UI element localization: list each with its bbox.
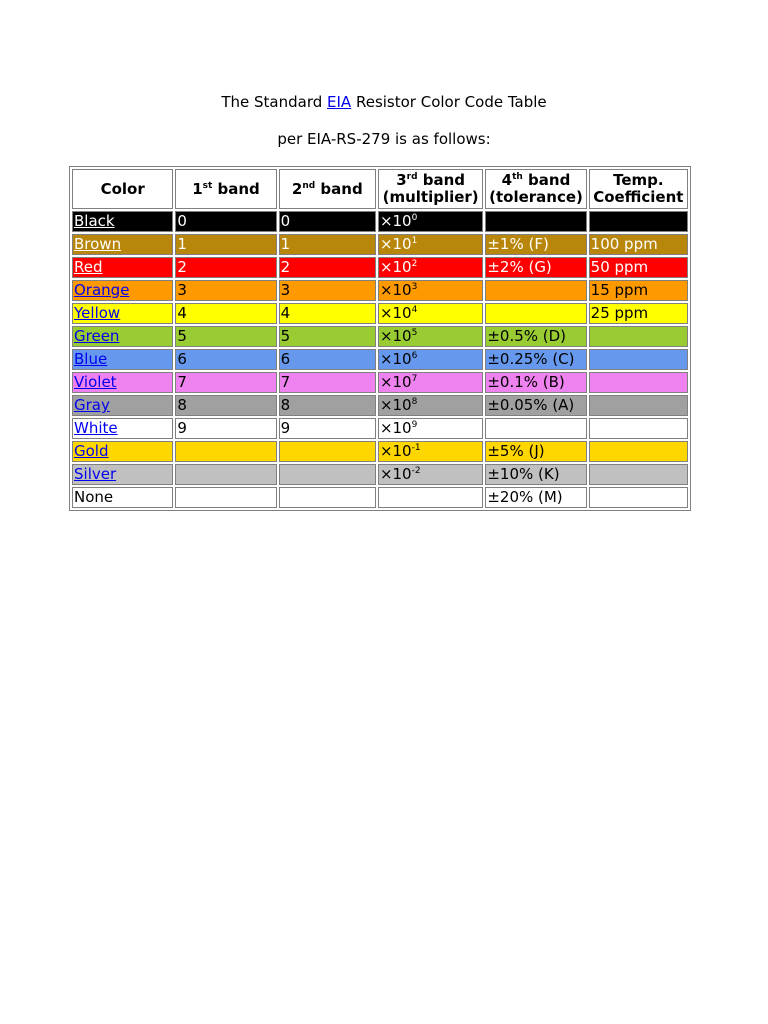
color-name-cell	[72, 234, 173, 255]
multiplier-cell	[378, 487, 483, 508]
tolerance-cell	[485, 211, 586, 232]
tolerance-value: ±0.5% (D)	[487, 327, 567, 345]
multiplier-exponent: 2	[411, 259, 418, 269]
band1-value: 9	[177, 419, 187, 437]
tolerance-cell	[485, 487, 586, 508]
band2-value: 4	[280, 304, 291, 322]
multiplier-cell	[378, 464, 483, 485]
band2-value: 0	[280, 212, 291, 230]
tempco-value: 50 ppm	[590, 258, 649, 276]
multiplier-base: ×10	[379, 396, 412, 414]
header-main-text: Temp.	[613, 171, 664, 189]
band2-value: 6	[280, 350, 291, 368]
tempco-cell	[589, 349, 688, 370]
color-link-black[interactable]: Black	[74, 212, 115, 230]
band2-value: 2	[280, 258, 291, 276]
tempco-cell	[589, 372, 688, 393]
header-ordinal-suffix: nd	[302, 180, 316, 191]
header-band2	[279, 169, 376, 209]
band2-cell	[279, 487, 376, 508]
multiplier-exponent: 5	[411, 328, 418, 338]
header-band3	[378, 169, 483, 209]
multiplier-exponent: 7	[411, 374, 418, 384]
title-text-before: The Standard	[221, 93, 328, 111]
color-name-cell	[72, 464, 173, 485]
table-header-row	[72, 169, 688, 209]
color-name-cell	[72, 372, 173, 393]
tolerance-cell	[485, 326, 586, 347]
multiplier-exponent: 0	[411, 213, 418, 223]
table-row	[72, 211, 688, 232]
tempco-cell	[589, 441, 688, 462]
tempco-value: 100 ppm	[590, 235, 658, 253]
band2-value: 9	[280, 419, 291, 437]
band2-cell	[279, 464, 376, 485]
multiplier-base: ×10	[379, 304, 412, 322]
band2-cell	[279, 257, 376, 278]
table-row	[72, 326, 688, 347]
band2-cell	[279, 303, 376, 324]
color-link-orange[interactable]: Orange	[74, 281, 130, 299]
color-name-cell	[72, 441, 173, 462]
multiplier-base: ×10	[379, 212, 412, 230]
tempco-cell	[589, 257, 688, 278]
multiplier-cell	[378, 280, 483, 301]
tolerance-value: ±20% (M)	[487, 488, 563, 506]
table-row	[72, 395, 688, 416]
multiplier-cell	[378, 234, 483, 255]
band1-cell	[175, 211, 276, 232]
color-link-red[interactable]: Red	[74, 258, 103, 276]
table-row	[72, 303, 688, 324]
tolerance-cell	[485, 257, 586, 278]
band2-cell	[279, 349, 376, 370]
header-main-text: 3	[396, 171, 407, 189]
title-text-after: Resistor Color Code Table	[351, 93, 547, 111]
header-rest-text: band	[212, 179, 260, 198]
color-name-cell	[72, 418, 173, 439]
color-name-cell	[72, 303, 173, 324]
tempco-cell	[589, 464, 688, 485]
band2-cell	[279, 211, 376, 232]
band1-value: 5	[177, 327, 187, 345]
color-name-cell	[72, 280, 173, 301]
multiplier-exponent: 6	[411, 351, 418, 361]
band2-value: 7	[280, 373, 291, 391]
page-title	[0, 92, 768, 112]
band2-value: 8	[280, 396, 291, 414]
color-link-green[interactable]: Green	[74, 327, 120, 345]
tolerance-value: ±5% (J)	[487, 442, 545, 460]
table-row	[72, 257, 688, 278]
color-link-gold[interactable]: Gold	[74, 442, 109, 460]
tempco-cell	[589, 487, 688, 508]
multiplier-exponent: -2	[411, 466, 421, 476]
band1-value: 4	[177, 304, 187, 322]
tempco-value: 15 ppm	[590, 281, 649, 299]
multiplier-cell	[378, 349, 483, 370]
tolerance-cell	[485, 418, 586, 439]
color-code-table	[69, 166, 691, 511]
band1-cell	[175, 395, 276, 416]
multiplier-cell	[378, 211, 483, 232]
header-tempco	[589, 169, 688, 209]
header-rest-text: band	[315, 179, 363, 198]
multiplier-cell	[378, 303, 483, 324]
tempco-cell	[589, 303, 688, 324]
header-ordinal-suffix: th	[512, 172, 523, 182]
band1-value: 0	[177, 212, 187, 230]
tolerance-cell	[485, 441, 586, 462]
tolerance-cell	[485, 372, 586, 393]
tolerance-cell	[485, 464, 586, 485]
color-name-cell	[72, 326, 173, 347]
color-link-blue[interactable]: Blue	[74, 350, 108, 368]
multiplier-exponent: 1	[411, 236, 418, 246]
color-name-text: None	[74, 488, 114, 506]
band1-cell	[175, 280, 276, 301]
tempco-cell	[589, 280, 688, 301]
band1-cell	[175, 372, 276, 393]
multiplier-cell	[378, 441, 483, 462]
table-row	[72, 418, 688, 439]
color-name-cell	[72, 487, 173, 508]
band2-cell	[279, 372, 376, 393]
multiplier-base: ×10	[379, 235, 412, 253]
color-link-violet[interactable]: Violet	[74, 373, 117, 391]
color-name-cell	[72, 211, 173, 232]
multiplier-exponent: 3	[411, 282, 418, 292]
multiplier-exponent: -1	[411, 443, 421, 453]
table-body	[72, 211, 688, 508]
color-link-yellow[interactable]: Yellow	[74, 304, 121, 322]
header-color	[72, 169, 173, 209]
tolerance-cell	[485, 303, 586, 324]
band1-cell	[175, 487, 276, 508]
band1-value: 3	[177, 281, 187, 299]
header-ordinal-suffix: rd	[406, 172, 418, 182]
multiplier-base: ×10	[379, 327, 412, 345]
table-row	[72, 372, 688, 393]
band1-cell	[175, 257, 276, 278]
band1-cell	[175, 303, 276, 324]
header-main-text: 2	[291, 179, 303, 198]
tolerance-value: ±0.1% (B)	[487, 373, 565, 391]
multiplier-exponent: 8	[411, 397, 418, 407]
band1-cell	[175, 464, 276, 485]
tempco-cell	[589, 234, 688, 255]
color-link-silver[interactable]: Silver	[74, 465, 117, 483]
band2-cell	[279, 418, 376, 439]
band2-value: 3	[280, 281, 291, 299]
multiplier-cell	[378, 326, 483, 347]
tolerance-value: ±10% (K)	[487, 465, 560, 483]
multiplier-base: ×10	[379, 373, 412, 391]
header-line2-text: Coefficient	[593, 188, 684, 206]
tempco-cell	[589, 395, 688, 416]
multiplier-exponent: 4	[411, 305, 418, 315]
band2-cell	[279, 326, 376, 347]
table-row	[72, 441, 688, 462]
band2-value: 1	[280, 235, 291, 253]
band2-cell	[279, 234, 376, 255]
header-line2-text: (tolerance)	[489, 188, 583, 206]
multiplier-base: ×10	[379, 442, 412, 460]
tempco-cell	[589, 326, 688, 347]
multiplier-cell	[378, 395, 483, 416]
tempco-value: 25 ppm	[590, 304, 649, 322]
color-link-brown[interactable]: Brown	[74, 235, 122, 253]
band1-value: 8	[177, 396, 187, 414]
band2-value: 5	[280, 327, 291, 345]
band2-cell	[279, 280, 376, 301]
multiplier-base: ×10	[379, 350, 412, 368]
tolerance-cell	[485, 280, 586, 301]
header-rest-text: band	[417, 171, 466, 189]
band1-cell	[175, 326, 276, 347]
color-name-cell	[72, 395, 173, 416]
header-line2-text: (multiplier)	[382, 188, 479, 206]
band2-cell	[279, 395, 376, 416]
color-link-white[interactable]: White	[74, 419, 118, 437]
page-subtitle: per EIA-RS-279 is as follows:	[277, 130, 491, 148]
header-ordinal-suffix: st	[202, 180, 213, 191]
header-main-text: 1	[192, 179, 203, 198]
multiplier-base: ×10	[379, 281, 412, 299]
tolerance-value: ±0.05% (A)	[487, 396, 575, 414]
eia-link[interactable]: EIA	[327, 93, 352, 111]
multiplier-cell	[378, 372, 483, 393]
band2-cell	[279, 441, 376, 462]
multiplier-base: ×10	[379, 258, 412, 276]
table-row	[72, 487, 688, 508]
multiplier-base: ×10	[379, 465, 412, 483]
header-main-text: Color	[100, 179, 145, 198]
multiplier-exponent: 9	[411, 420, 418, 430]
header-band1	[175, 169, 276, 209]
color-name-cell	[72, 349, 173, 370]
tolerance-cell	[485, 234, 586, 255]
band1-cell	[175, 441, 276, 462]
band1-cell	[175, 234, 276, 255]
table-row	[72, 234, 688, 255]
table-row	[72, 464, 688, 485]
multiplier-cell	[378, 418, 483, 439]
band1-value: 7	[177, 373, 187, 391]
table-row	[72, 280, 688, 301]
tolerance-cell	[485, 395, 586, 416]
band1-value: 2	[177, 258, 187, 276]
color-name-cell	[72, 257, 173, 278]
table-row	[72, 349, 688, 370]
color-link-gray[interactable]: Gray	[74, 396, 110, 414]
band1-value: 1	[177, 235, 187, 253]
tolerance-value: ±2% (G)	[487, 258, 552, 276]
header-band4	[485, 169, 586, 209]
band1-value: 6	[177, 350, 187, 368]
tolerance-value: ±1% (F)	[487, 235, 549, 253]
band1-cell	[175, 349, 276, 370]
multiplier-cell	[378, 257, 483, 278]
tempco-cell	[589, 211, 688, 232]
band1-cell	[175, 418, 276, 439]
tolerance-value: ±0.25% (C)	[487, 350, 575, 368]
header-main-text: 4	[501, 171, 513, 189]
header-rest-text: band	[522, 171, 571, 189]
tolerance-cell	[485, 349, 586, 370]
multiplier-base: ×10	[379, 419, 412, 437]
tempco-cell	[589, 418, 688, 439]
